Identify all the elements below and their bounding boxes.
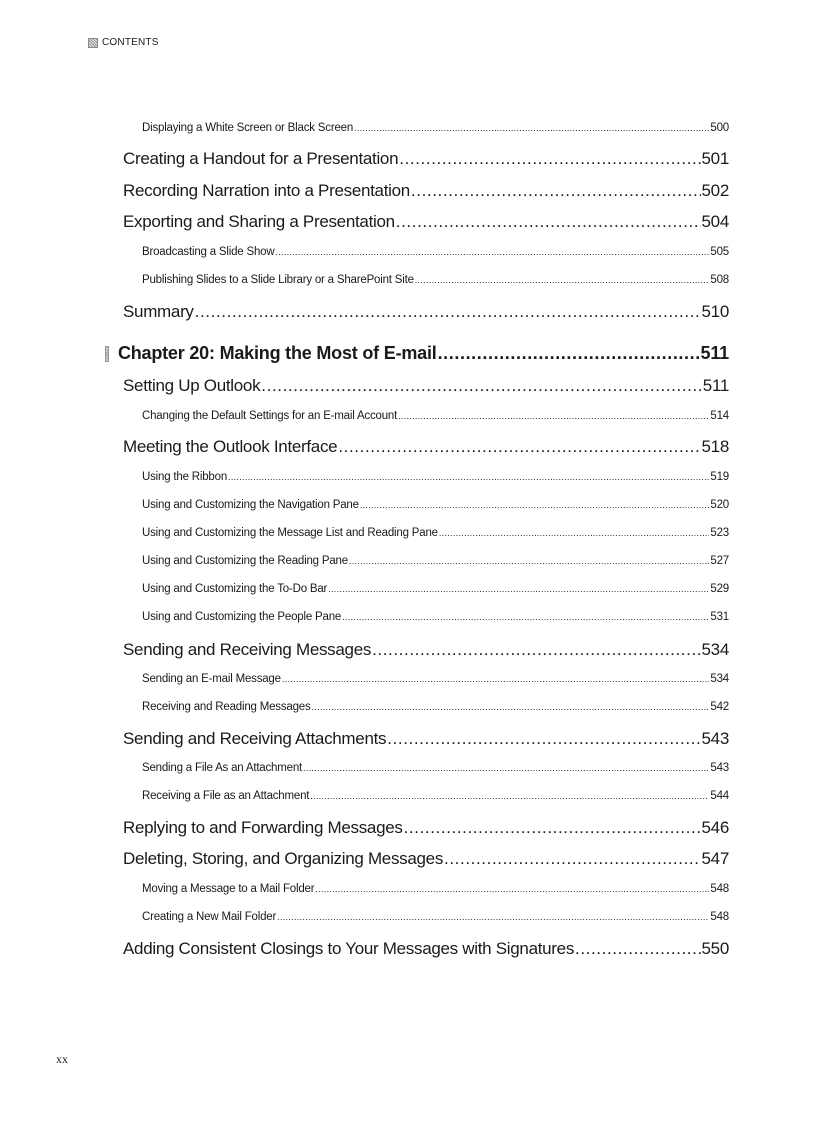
dot-leader	[282, 673, 710, 685]
toc-entry-page: 504	[701, 212, 729, 231]
toc-entry[interactable]	[123, 849, 729, 869]
toc-entry-title: Deleting, Storing, and Organizing Messages	[123, 849, 444, 868]
dot-leader	[310, 790, 709, 802]
dot-leader	[575, 939, 701, 959]
toc-entry[interactable]	[142, 410, 729, 422]
chapter-marker-icon	[105, 346, 109, 362]
dot-leader	[303, 762, 709, 774]
toc-entry[interactable]	[142, 790, 729, 802]
toc-entry[interactable]	[142, 911, 729, 923]
toc-entry-page: 510	[701, 302, 729, 321]
toc-chapter-entry[interactable]	[105, 343, 729, 364]
toc-entry-title: Displaying a White Screen or Black Screen	[142, 122, 354, 134]
dot-leader	[312, 701, 710, 713]
dot-leader	[360, 499, 710, 511]
toc-entry-title: Meeting the Outlook Interface	[123, 437, 338, 456]
toc-entry[interactable]	[142, 246, 729, 258]
dot-leader	[444, 849, 701, 869]
toc-entry-title: Publishing Slides to a Slide Library or a SharePoint Site	[142, 274, 414, 286]
toc-entry-title: Chapter 20: Making the Most of E-mail	[117, 343, 437, 363]
toc-entry-title: Sending an E-mail Message	[142, 673, 281, 685]
toc-entry-page: 548	[710, 883, 729, 895]
toc-entry-page: 501	[701, 149, 729, 168]
toc-entry[interactable]	[142, 499, 729, 511]
toc-entry-page: 502	[701, 181, 729, 200]
toc-entry[interactable]	[142, 527, 729, 539]
toc-entry[interactable]	[123, 302, 729, 322]
toc-entry-title: Sending a File As an Attachment	[142, 762, 303, 774]
toc-entry-title: Using and Customizing the People Pane	[142, 611, 342, 623]
toc-entry[interactable]	[123, 640, 729, 660]
toc-entry-page: 547	[701, 849, 729, 868]
toc-entry-page: 527	[710, 555, 729, 567]
toc-entry-title: Exporting and Sharing a Presentation	[123, 212, 395, 231]
toc-entry-title: Recording Narration into a Presentation	[123, 181, 410, 200]
toc-entry-title: Using and Customizing the To-Do Bar	[142, 583, 328, 595]
toc-entry[interactable]	[142, 122, 729, 134]
toc-entry-page: 511	[700, 343, 729, 363]
toc-entry-page: 529	[710, 583, 729, 595]
toc-entry-title: Using the Ribbon	[142, 471, 228, 483]
toc-entry-title: Using and Customizing the Reading Pane	[142, 555, 348, 567]
dot-leader	[277, 911, 709, 923]
toc-entry[interactable]	[123, 212, 729, 232]
dot-leader	[349, 555, 709, 567]
toc-entry-page: 520	[710, 499, 729, 511]
dot-leader	[415, 274, 710, 286]
toc-entry-title: Creating a Handout for a Presentation	[123, 149, 399, 168]
toc-entry-page: 534	[701, 640, 729, 659]
toc-entry[interactable]	[142, 762, 729, 774]
toc-entry-title: Receiving and Reading Messages	[142, 701, 311, 713]
toc-entry-title: Summary	[123, 302, 194, 321]
toc-entry-title: Using and Customizing the Message List and Reading Pane	[142, 527, 438, 539]
page-number: xx	[56, 1052, 68, 1066]
toc-entry-page: 548	[710, 911, 729, 923]
toc-entry[interactable]	[123, 376, 729, 396]
toc-entry[interactable]	[142, 611, 729, 623]
toc-entry[interactable]	[123, 149, 729, 169]
dot-leader	[396, 212, 701, 232]
dot-leader	[404, 818, 701, 838]
toc-entry[interactable]	[123, 939, 729, 959]
toc-entry-title: Setting Up Outlook	[123, 376, 261, 395]
toc-entry[interactable]	[142, 471, 729, 483]
toc-entry[interactable]	[123, 729, 729, 749]
toc-entry-page: 500	[710, 122, 729, 134]
toc-entry-page: 546	[701, 818, 729, 837]
toc-entry-title: Receiving a File as an Attachment	[142, 790, 310, 802]
toc-entry[interactable]	[123, 818, 729, 838]
dot-leader	[387, 729, 700, 749]
toc-entry-title: Adding Consistent Closings to Your Messages with Signatures	[123, 939, 575, 958]
dot-leader	[228, 471, 709, 483]
dot-leader	[398, 410, 709, 422]
dot-leader	[338, 437, 700, 457]
toc-entry[interactable]	[123, 181, 729, 201]
toc-entry[interactable]	[142, 673, 729, 685]
dot-leader	[342, 611, 709, 623]
dot-leader	[261, 376, 702, 396]
dot-leader	[328, 583, 709, 595]
dot-leader	[195, 302, 701, 322]
toc-entry-page: 542	[710, 701, 729, 713]
toc-entry-page: 508	[710, 274, 729, 286]
toc-entry-page: 514	[710, 410, 729, 422]
toc-entry[interactable]	[142, 555, 729, 567]
running-head-label: CONTENTS	[102, 37, 159, 48]
toc-entry-page: 523	[710, 527, 729, 539]
dot-leader	[411, 181, 701, 201]
toc-entry-page: 518	[701, 437, 729, 456]
toc-entry[interactable]	[142, 583, 729, 595]
toc-entry-page: 531	[710, 611, 729, 623]
toc-entry-title: Changing the Default Settings for an E-mail Account	[142, 410, 398, 422]
toc-entry-title: Broadcasting a Slide Show	[142, 246, 275, 258]
toc-entry-page: 544	[710, 790, 729, 802]
toc-entry-title: Creating a New Mail Folder	[142, 911, 277, 923]
toc-entry-page: 519	[710, 471, 729, 483]
toc-entry-title: Sending and Receiving Messages	[123, 640, 372, 659]
toc-entry-title: Sending and Receiving Attachments	[123, 729, 387, 748]
dot-leader	[438, 343, 700, 364]
dot-leader	[275, 246, 709, 258]
toc-entry-page: 550	[701, 939, 729, 958]
dot-leader	[354, 122, 709, 134]
toc-entry[interactable]	[142, 274, 729, 286]
dot-leader	[315, 883, 709, 895]
toc-entry-page: 543	[710, 762, 729, 774]
toc-entry-title: Using and Customizing the Navigation Pane	[142, 499, 359, 511]
toc-entry-title: Replying to and Forwarding Messages	[123, 818, 403, 837]
running-head	[88, 37, 159, 48]
dot-leader	[372, 640, 700, 660]
toc-entry[interactable]	[123, 437, 729, 457]
toc-entry-page: 543	[701, 729, 729, 748]
toc-entry-page: 511	[702, 376, 729, 395]
dot-leader	[399, 149, 700, 169]
section-marker-icon	[88, 38, 98, 48]
toc-entry-title: Moving a Message to a Mail Folder	[142, 883, 315, 895]
toc-entry-page: 534	[710, 673, 729, 685]
toc-entry[interactable]	[142, 883, 729, 895]
dot-leader	[439, 527, 710, 539]
toc-entry-page: 505	[710, 246, 729, 258]
toc-entry[interactable]	[142, 701, 729, 713]
